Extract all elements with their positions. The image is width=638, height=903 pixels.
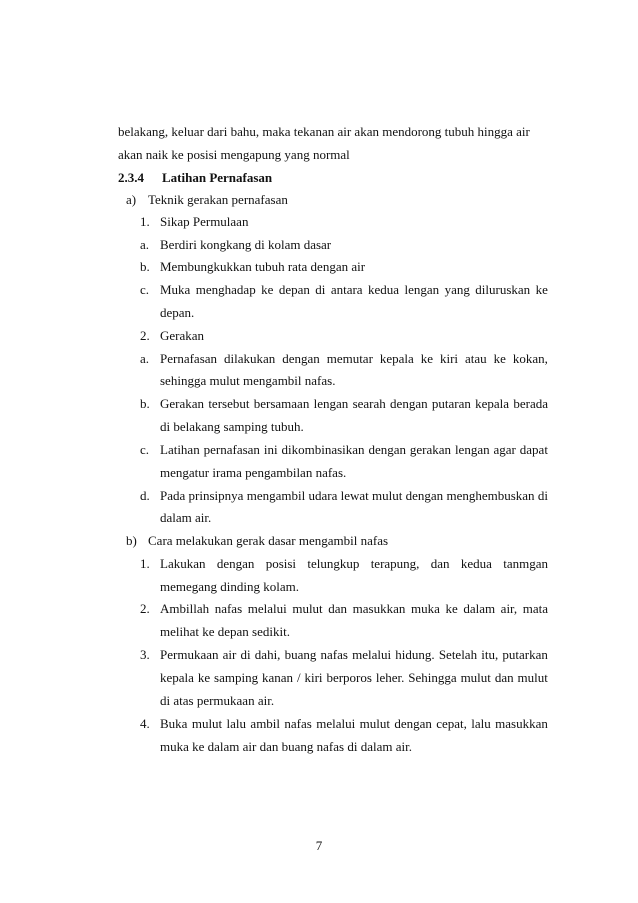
word: mulut bbox=[292, 601, 323, 616]
word: melalui bbox=[316, 716, 356, 731]
word: ke bbox=[493, 351, 506, 366]
list-item-text bbox=[160, 442, 548, 458]
word: kiri bbox=[304, 670, 323, 685]
word: masukkan bbox=[352, 601, 406, 616]
list-item-text: di belakang samping tubuh. bbox=[160, 419, 304, 434]
list-item-text bbox=[160, 716, 548, 732]
step-1-title: Sikap Permulaan bbox=[160, 214, 249, 229]
word: kiri bbox=[439, 351, 459, 366]
list-item-text bbox=[160, 647, 548, 663]
word: Ambillah bbox=[160, 601, 210, 616]
word: cepat, bbox=[436, 716, 467, 731]
part-b-title: Cara melakukan gerak dasar mengambil nafas bbox=[148, 533, 389, 548]
word: mata bbox=[522, 601, 548, 616]
intro-line-1: belakang, keluar dari bahu, maka tekanan air akan mendorong tubuh hingga air bbox=[118, 124, 530, 139]
word: mulut bbox=[372, 488, 403, 503]
word: menghembuskan bbox=[446, 488, 535, 503]
word: nafas bbox=[214, 601, 243, 616]
list-item-text bbox=[160, 601, 548, 617]
word: melalui bbox=[247, 601, 287, 616]
list-item-text: muka ke dalam air dan buang nafas di dalam air. bbox=[160, 739, 412, 754]
list-marker: 2. bbox=[140, 601, 150, 616]
list-marker: d. bbox=[140, 488, 150, 503]
word: ini bbox=[263, 442, 278, 457]
word: putaran bbox=[431, 396, 471, 411]
word: kedua bbox=[368, 282, 400, 297]
word: pernafasan bbox=[203, 442, 260, 457]
word: lewat bbox=[340, 488, 369, 503]
word: samping bbox=[214, 670, 259, 685]
word: buang bbox=[284, 647, 317, 662]
word: gerakan bbox=[409, 442, 452, 457]
word: antara bbox=[330, 282, 363, 297]
word: di bbox=[315, 282, 326, 297]
word: yang bbox=[444, 282, 470, 297]
list-marker: 3. bbox=[140, 647, 150, 662]
word: dengan bbox=[282, 351, 320, 366]
list-marker: c. bbox=[140, 282, 150, 297]
word: dahi, bbox=[254, 647, 281, 662]
word: hidung. bbox=[395, 647, 435, 662]
word: Sehingga bbox=[408, 670, 457, 685]
word: kepala bbox=[379, 351, 414, 366]
word: telungkup bbox=[307, 556, 360, 571]
word: dapat bbox=[519, 442, 548, 457]
word: dalam bbox=[463, 601, 496, 616]
word: ambil bbox=[250, 716, 281, 731]
word: Muka bbox=[160, 282, 191, 297]
word: nafas bbox=[284, 716, 312, 731]
word: bersamaan bbox=[253, 396, 310, 411]
word: dan bbox=[328, 601, 348, 616]
word: dengan bbox=[390, 396, 428, 411]
word: nafas bbox=[320, 647, 348, 662]
word: Buka bbox=[160, 716, 188, 731]
step-2-marker: 2. bbox=[140, 328, 150, 343]
word: lalu bbox=[226, 716, 247, 731]
word: depan bbox=[278, 282, 310, 297]
word: searah bbox=[352, 396, 386, 411]
word: kepala bbox=[160, 670, 194, 685]
part-a-title: Teknik gerakan pernafasan bbox=[148, 192, 288, 207]
word: dan bbox=[430, 556, 450, 571]
list-item-text: sehingga mulut mengambil nafas. bbox=[160, 373, 336, 388]
word: mulut bbox=[517, 670, 548, 685]
word: lalu bbox=[471, 716, 491, 731]
word: kedua bbox=[460, 556, 492, 571]
word: air, bbox=[500, 601, 518, 616]
part-a-marker: a) bbox=[126, 192, 137, 207]
word: putarkan bbox=[502, 647, 548, 662]
word: dengan bbox=[394, 716, 432, 731]
word: dikombinasikan bbox=[281, 442, 365, 457]
section-title: Latihan Pernafasan bbox=[162, 170, 273, 185]
list-item-text: dalam air. bbox=[160, 510, 212, 525]
list-marker: b. bbox=[140, 396, 150, 411]
word: Pada bbox=[160, 488, 186, 503]
list-item-text bbox=[160, 670, 548, 686]
list-item-text: depan. bbox=[160, 305, 195, 320]
word: Permukaan bbox=[160, 647, 219, 662]
word: Setelah bbox=[438, 647, 478, 662]
word: diluruskan bbox=[475, 282, 531, 297]
list-item-text: melihat ke depan sedikit. bbox=[160, 624, 290, 639]
word: kanan bbox=[261, 670, 294, 685]
intro-line-2: akan naik ke posisi mengapung yang normal bbox=[118, 147, 350, 162]
word: dengan bbox=[405, 488, 444, 503]
list-marker: a. bbox=[140, 351, 150, 366]
step-2-title: Gerakan bbox=[160, 328, 205, 343]
word: air bbox=[222, 647, 237, 662]
page-number: 7 bbox=[315, 838, 323, 853]
list-item-text: Membungkukkan tubuh rata dengan air bbox=[160, 259, 366, 274]
list-item-text bbox=[160, 351, 548, 367]
list-item-text bbox=[160, 396, 548, 412]
word: mulut bbox=[191, 716, 223, 731]
word: / bbox=[296, 670, 301, 685]
list-item-text bbox=[160, 282, 548, 298]
word: Gerakan bbox=[160, 396, 205, 411]
word: lengan bbox=[404, 282, 440, 297]
word: kepala bbox=[475, 396, 510, 411]
word: dilakukan bbox=[223, 351, 276, 366]
word: lengan bbox=[454, 442, 490, 457]
word: mulut bbox=[460, 670, 491, 685]
word: dengan bbox=[216, 556, 255, 571]
word: ke bbox=[420, 351, 434, 366]
word: memutar bbox=[326, 351, 373, 366]
list-marker: 1. bbox=[140, 556, 150, 571]
word: lengan bbox=[313, 396, 349, 411]
word: dan bbox=[494, 670, 514, 685]
word: muka bbox=[410, 601, 440, 616]
part-b-marker: b) bbox=[126, 533, 137, 548]
list-marker: c. bbox=[140, 442, 150, 457]
word: dengan bbox=[368, 442, 406, 457]
word: Lakukan bbox=[160, 556, 206, 571]
word: mengambil bbox=[246, 488, 306, 503]
word: Pernafasan bbox=[160, 351, 218, 366]
word: mulut bbox=[359, 716, 390, 731]
word: berada bbox=[513, 396, 548, 411]
list-marker: a. bbox=[140, 237, 150, 252]
list-item-text: mengatur irama pengambilan nafas. bbox=[160, 465, 347, 480]
word: terapung, bbox=[370, 556, 420, 571]
word: tanmgan bbox=[503, 556, 548, 571]
word: melalui bbox=[352, 647, 392, 662]
word: udara bbox=[308, 488, 338, 503]
word: leher. bbox=[375, 670, 405, 685]
word: agar bbox=[493, 442, 516, 457]
word: Latihan bbox=[160, 442, 200, 457]
word: atau bbox=[465, 351, 487, 366]
step-1-marker: 1. bbox=[140, 214, 150, 229]
word: itu, bbox=[481, 647, 499, 662]
word: berporos bbox=[326, 670, 372, 685]
list-item-text: memegang dinding kolam. bbox=[160, 579, 300, 594]
list-item-text bbox=[160, 488, 548, 504]
list-marker: b. bbox=[140, 259, 150, 274]
word: masukkan bbox=[495, 716, 548, 731]
word: di bbox=[537, 488, 548, 503]
list-item-text: di atas permukaan air. bbox=[160, 693, 275, 708]
word: menghadap bbox=[195, 282, 256, 297]
word: tersebut bbox=[208, 396, 250, 411]
list-item-text: Berdiri kongkang di kolam dasar bbox=[160, 237, 332, 252]
word: prinsipnya bbox=[188, 488, 244, 503]
word: ke bbox=[445, 601, 458, 616]
section-number: 2.3.4 bbox=[118, 170, 144, 185]
list-marker: 4. bbox=[140, 716, 150, 731]
word: ke bbox=[535, 282, 548, 297]
word: posisi bbox=[265, 556, 297, 571]
word: ke bbox=[261, 282, 274, 297]
list-item-text bbox=[160, 556, 548, 572]
word: kokan, bbox=[512, 351, 548, 366]
word: ke bbox=[197, 670, 211, 685]
word: di bbox=[240, 647, 251, 662]
